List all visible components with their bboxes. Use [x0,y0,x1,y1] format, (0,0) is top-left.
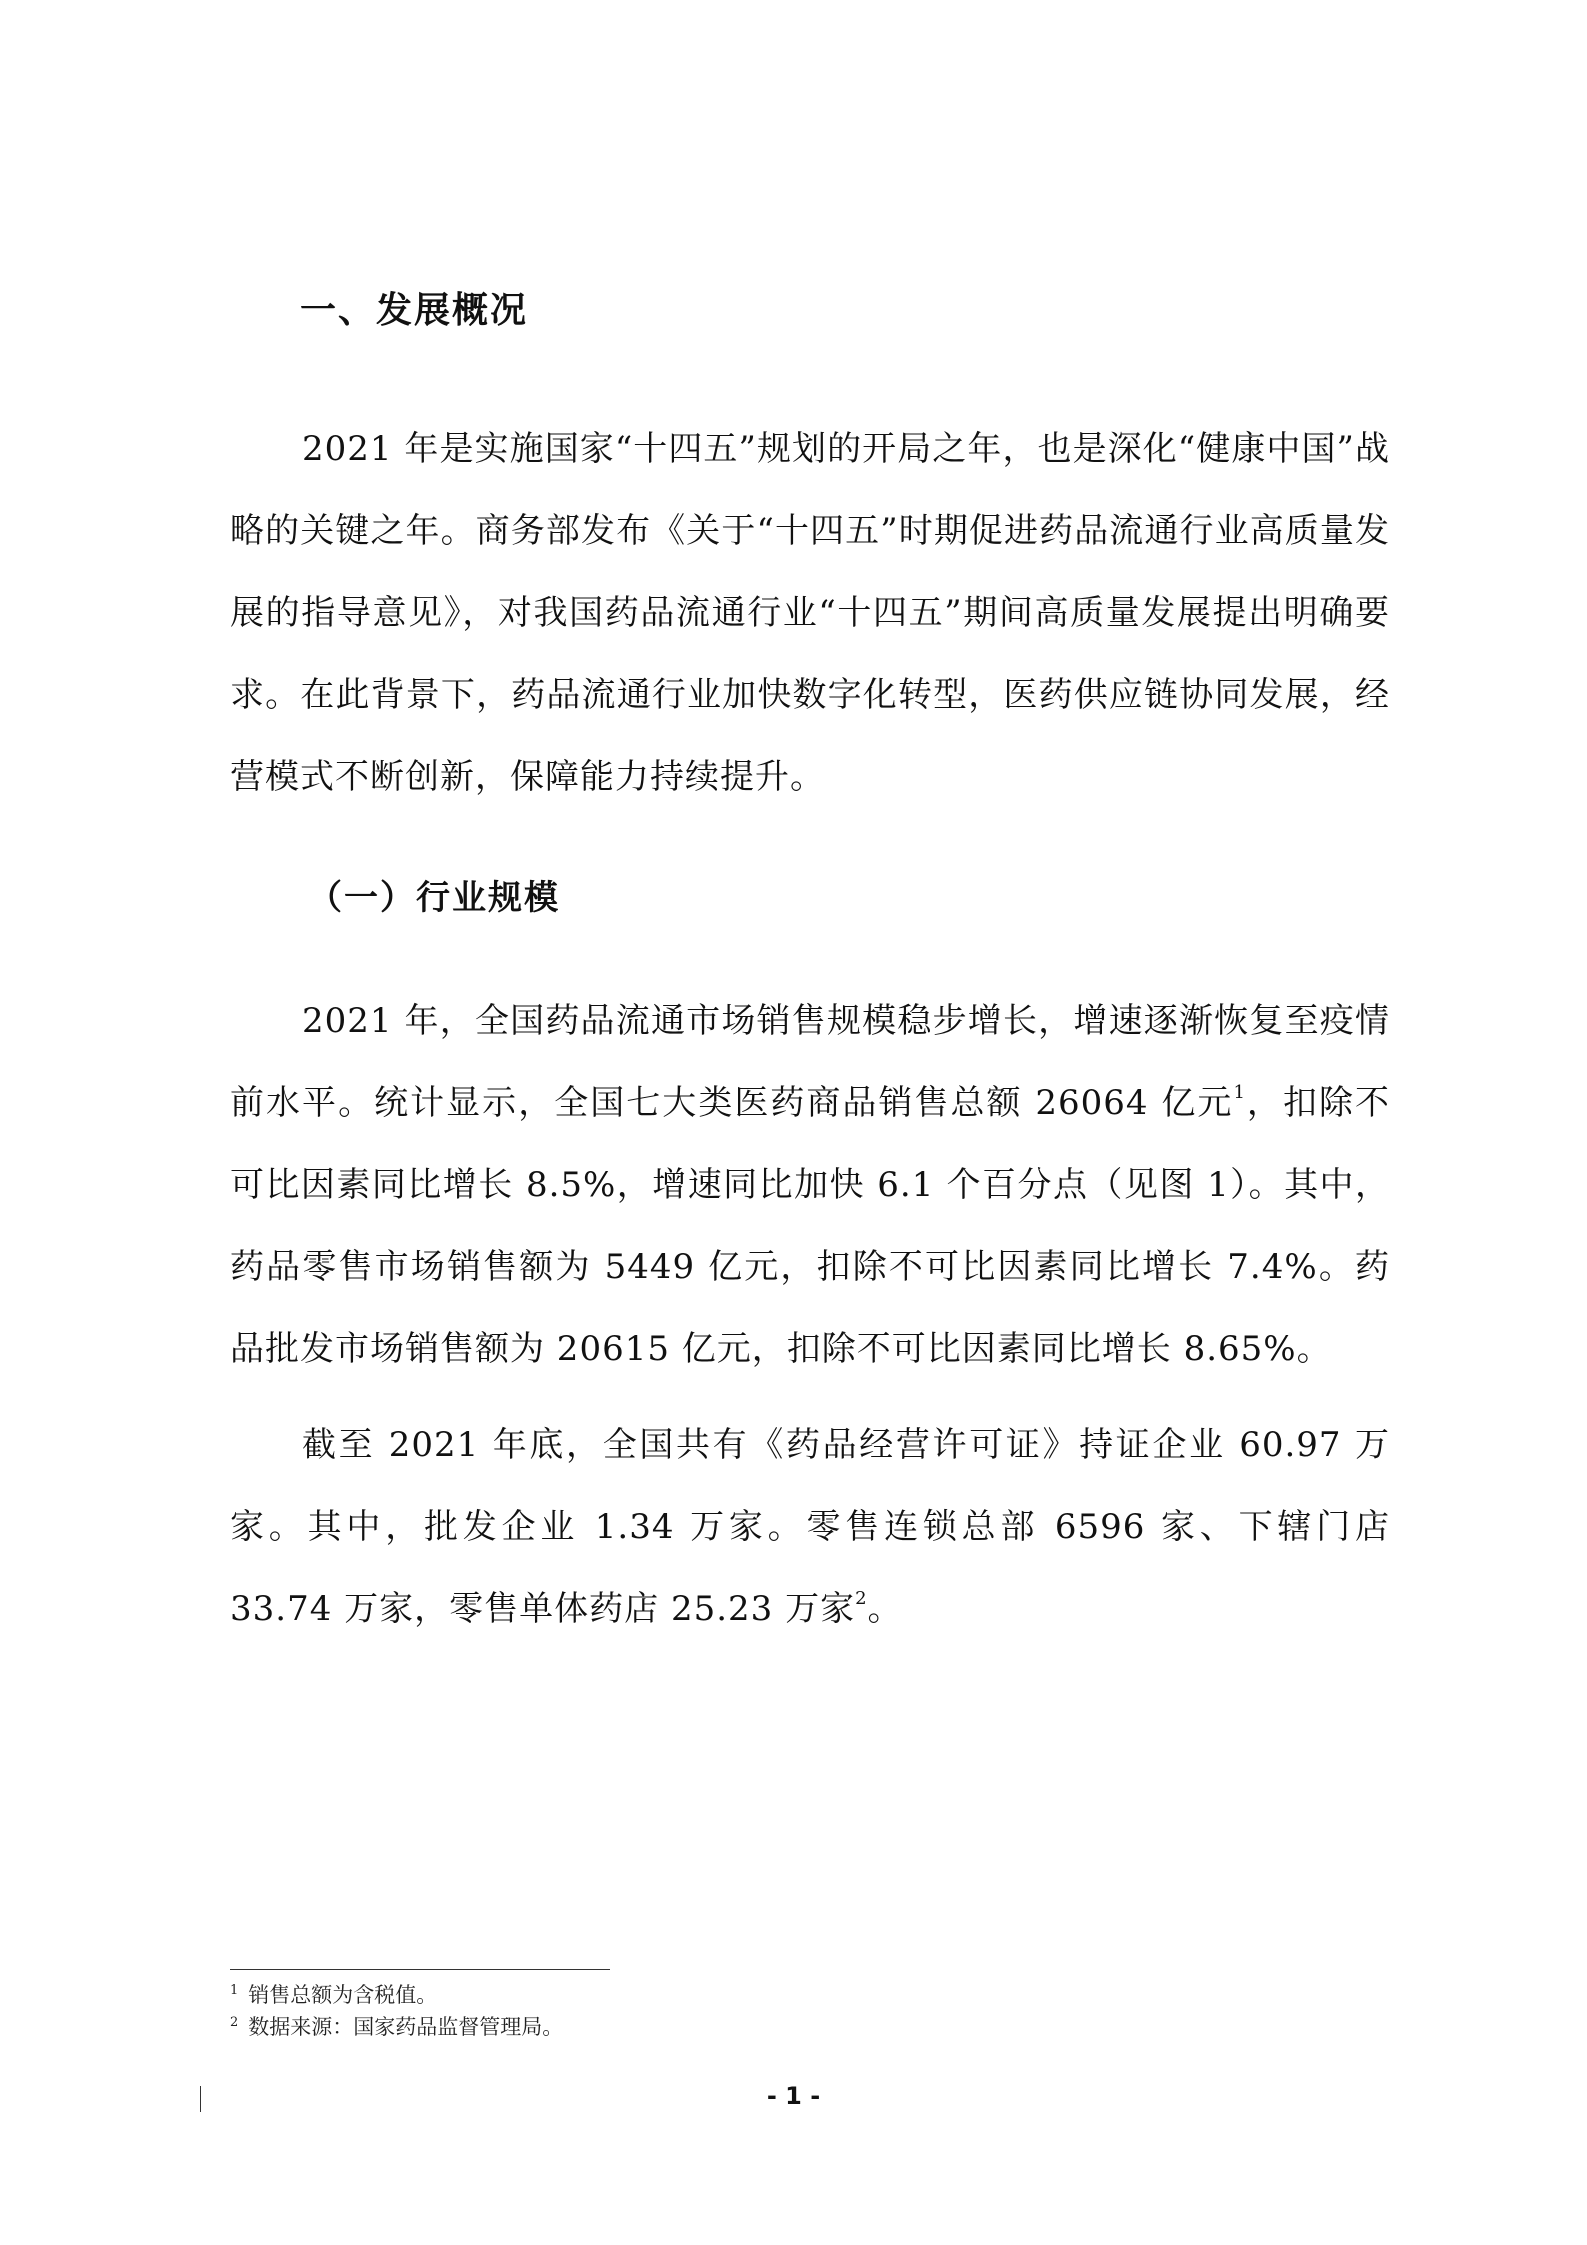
paragraph-text: 。 [867,1589,903,1629]
footnote-reference[interactable]: 2 [855,1588,868,1609]
footnote-text: 数据来源：国家药品监督管理局。 [248,2015,564,2039]
license-count-paragraph [230,1404,1390,1650]
paragraph-text: 截至 2021 年底，全国共有《药品经营许可证》持证企业 60.97 万家。其中，批发企业 1.34 万家。零售连锁总部 6596 家、下辖门店 33.74 万家，零售单体药店 25.23 万家 [230,1425,1390,1629]
industry-scale-paragraph [230,980,1390,1390]
paragraph-text: ，扣除不可比因素同比增长 8.5%，增速同比加快 6.1 个百分点（见图 1）。其中，药品零售市场销售额为 5449 亿元，扣除不可比因素同比增长 7.4%。药品批发市场销售额为 20615 亿元，扣除不可比因素同比增长 8.65%。 [230,1083,1390,1369]
footnote-separator [230,1969,610,1970]
footnote-reference[interactable]: 1 [1233,1082,1246,1103]
page-number: - 1 - [766,2082,821,2110]
footnote [230,2012,563,2042]
subsection-heading: （一）行业规模 [308,878,560,918]
footnote-mark: 1 [230,1983,239,1998]
footnote-text: 销售总额为含税值。 [248,1983,438,2007]
section-heading: 一、发展概况 [300,290,529,331]
footnote-mark: 2 [230,2015,239,2030]
intro-paragraph: 2021 年是实施国家“十四五”规划的开局之年，也是深化“健康中国”战略的关键之年。商务部发布《关于“十四五”时期促进药品流通行业高质量发展的指导意见》，对我国药品流通行业“十四五”期间高质量发展提出明确要求。在此背景下，药品流通行业加快数字化转型，医药供应链协同发展，经营模式不断创新，保障能力持续提升。 [230,429,1390,797]
paragraph-text: 2021 年，全国药品流通市场销售规模稳步增长，增速逐渐恢复至疫情前水平。统计显示，全国七大类医药商品销售总额 26064 亿元 [230,1001,1390,1123]
footnote [230,1980,437,2010]
